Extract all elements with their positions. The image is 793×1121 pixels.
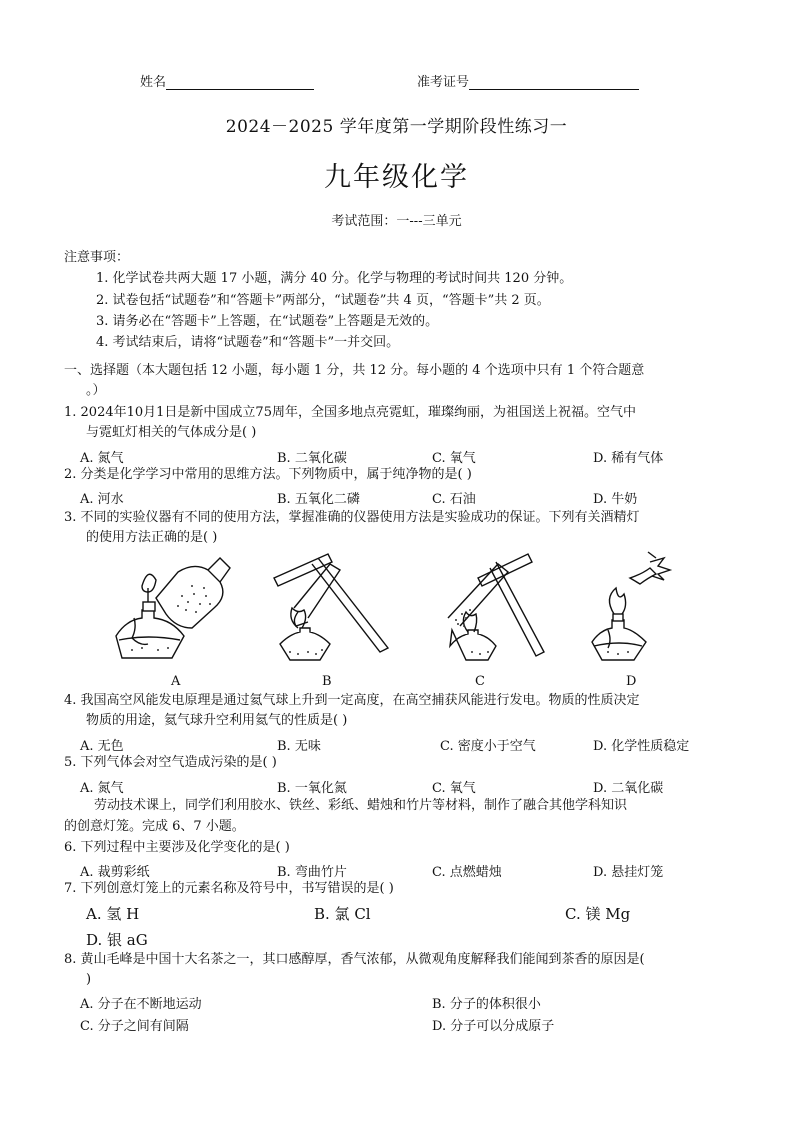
q4-option-d[interactable]: D. 化学性质稳定 (593, 739, 690, 754)
notes-heading: 注意事项： (64, 250, 130, 265)
q2-option-d[interactable]: D. 牛奶 (593, 492, 638, 507)
q4-option-c[interactable]: C. 密度小于空气 (440, 739, 536, 754)
question-1-cont: 与霓虹灯相关的气体成分是( ) (86, 425, 257, 440)
question-4-cont: 物质的用途，氦气球升空利用氦气的性质是( ) (86, 713, 348, 728)
question-5: 5. 下列气体会对空气造成污染的是( ) (64, 755, 277, 770)
q1-option-d[interactable]: D. 稀有气体 (593, 451, 664, 466)
q7-option-d[interactable]: D. 银 aG (86, 931, 148, 949)
id-label: 准考证号 (417, 75, 470, 90)
alcohol-lamp-figure-b (268, 548, 398, 672)
q5-option-b[interactable]: B. 一氧化氮 (277, 781, 347, 796)
q1-option-c[interactable]: C. 氧气 (432, 451, 476, 466)
q6-option-c[interactable]: C. 点燃蜡烛 (432, 865, 502, 880)
q7-option-a[interactable]: A. 氢 H (86, 905, 140, 923)
question-4: 4. 我国高空风能发电原理是通过氦气球上升到一定高度，在高空捕获风能进行发电。物质的性质决定 (64, 693, 640, 708)
question-3: 3. 不同的实验仪器有不同的使用方法，掌握准确的仪器使用方法是实验成功的保证。下列有关酒精灯 (64, 510, 640, 525)
name-field-row (140, 71, 314, 90)
note-item: 1. 化学试卷共两大题 17 小题，满分 40 分。化学与物理的考试时间共 120 分钟。 (96, 271, 573, 286)
question-2: 2. 分类是化学学习中常用的思维方法。下列物质中，属于纯净物的是( ) (64, 467, 472, 482)
note-item: 2. 试卷包括“试题卷”和“答题卡”两部分，“试题卷”共 4 页，“答题卡”共 2 页。 (96, 293, 550, 308)
q2-option-c[interactable]: C. 石油 (432, 492, 476, 507)
alcohol-lamp-figure-c (418, 548, 548, 672)
section-heading: 一、选择题（本大题包括 12 小题，每小题 1 分，共 12 分。每小题的 4 个选项中只有 1 个符合题意 (64, 363, 645, 378)
question-7: 7. 下列创意灯笼上的元素名称及符号中，书写错误的是( ) (64, 881, 394, 896)
q7-option-b[interactable]: B. 氯 Cl (314, 905, 371, 923)
note-item: 3. 请务必在“答题卡”上答题，在“试题卷”上答题是无效的。 (96, 314, 439, 329)
alcohol-lamp-figure-a (112, 548, 242, 672)
q8-option-d[interactable]: D. 分子可以分成原子 (432, 1019, 555, 1034)
q5-option-a[interactable]: A. 氮气 (80, 781, 124, 796)
q5-option-d[interactable]: D. 二氧化碳 (593, 781, 664, 796)
exam-title: 2024－2025 学年度第一学期阶段性练习一 (225, 117, 568, 137)
passage-text-cont: 的创意灯笼。完成 6、7 小题。 (64, 819, 245, 834)
q8-option-b[interactable]: B. 分子的体积很小 (432, 997, 541, 1012)
name-blank[interactable] (166, 75, 314, 90)
exam-scope: 考试范围：一---三单元 (331, 214, 462, 229)
figure-label-a: A (171, 674, 181, 689)
q4-option-b[interactable]: B. 无味 (277, 739, 321, 754)
q8-option-a[interactable]: A. 分子在不断地运动 (80, 997, 202, 1012)
passage-text: 劳动技术课上，同学们利用胶水、铁丝、彩纸、蜡烛和竹片等材料，制作了融合其他学科知识 (94, 798, 628, 813)
question-1: 1. 2024年10月1日是新中国成立75周年，全国多地点亮霓虹，璀璨绚丽，为祖国送上祝福。空气中 (64, 405, 636, 420)
q7-option-c[interactable]: C. 镁 Mg (565, 905, 631, 923)
q1-option-b[interactable]: B. 二氧化碳 (277, 451, 347, 466)
q6-option-d[interactable]: D. 悬挂灯笼 (593, 865, 664, 880)
alcohol-lamp-figure-d (584, 548, 694, 672)
q2-option-b[interactable]: B. 五氧化二磷 (277, 492, 360, 507)
note-item: 4. 考试结束后，请将“试题卷”和“答题卡”一并交回。 (96, 335, 400, 350)
q4-option-a[interactable]: A. 无色 (80, 739, 124, 754)
question-6: 6. 下列过程中主要涉及化学变化的是( ) (64, 840, 290, 855)
id-field-row (417, 71, 639, 90)
question-8-cont: ) (86, 972, 92, 987)
q8-option-c[interactable]: C. 分子之间有间隔 (80, 1019, 189, 1034)
q5-option-c[interactable]: C. 氧气 (432, 781, 476, 796)
subject-title: 九年级化学 (324, 162, 469, 193)
q6-option-a[interactable]: A. 裁剪彩纸 (80, 865, 150, 880)
figure-label-c: C (475, 674, 485, 689)
section-heading-cont: 。） (86, 383, 106, 398)
name-label: 姓名 (140, 75, 167, 90)
q2-option-a[interactable]: A. 河水 (80, 492, 124, 507)
question-8: 8. 黄山毛峰是中国十大名茶之一，其口感醇厚，香气浓郁，从微观角度解释我们能闻到茶香的原因是( (64, 952, 645, 967)
figure-label-d: D (626, 674, 637, 689)
figure-label-b: B (322, 674, 332, 689)
q6-option-b[interactable]: B. 弯曲竹片 (277, 865, 347, 880)
question-3-cont: 的使用方法正确的是( ) (86, 530, 218, 545)
id-blank[interactable] (469, 75, 639, 90)
q1-option-a[interactable]: A. 氮气 (80, 451, 124, 466)
